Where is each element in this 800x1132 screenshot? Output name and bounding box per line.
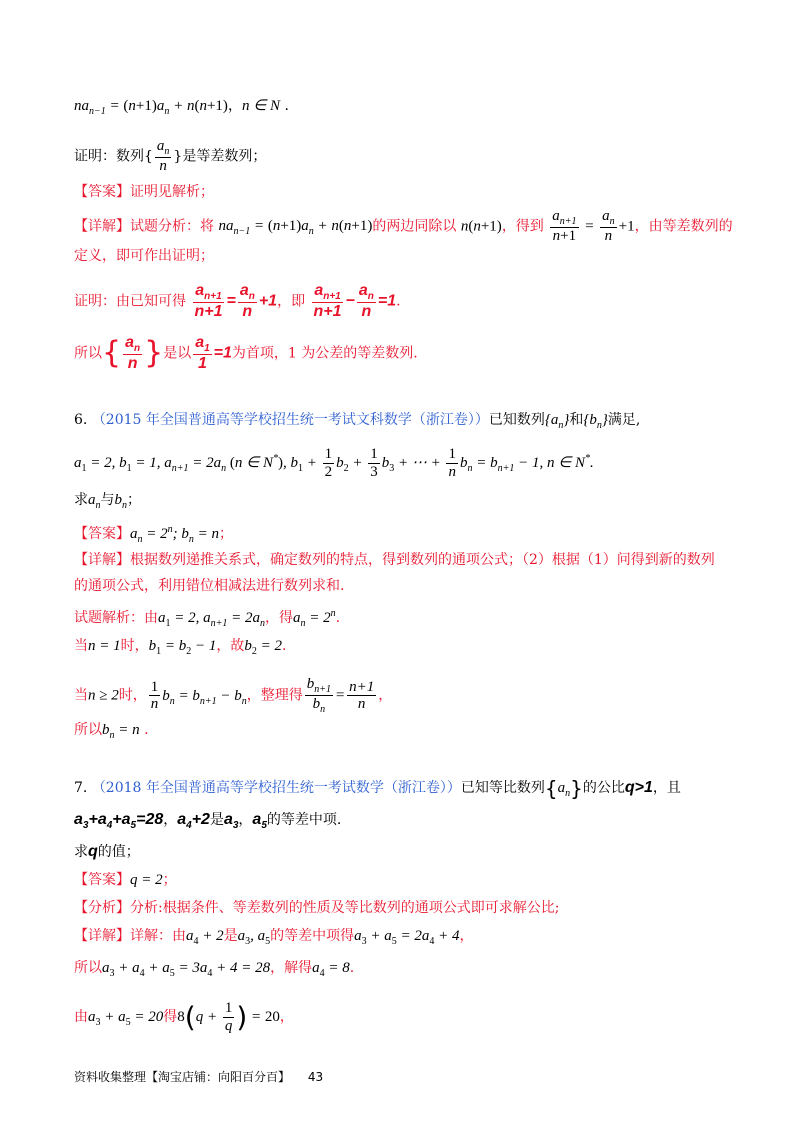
page-footer xyxy=(74,1068,323,1085)
q6-answer: 【答案】$a_n = 2^n$; $b_n = n$； xyxy=(74,524,233,545)
p5-equation: $na_{n-1} = (n+1)a_n + n(n+1)$，n ∈ N . xyxy=(74,98,289,117)
q7-from: 由$a_3 + a_5 = 20$得8(q + $\frac{1}{q}$ ) = 20， xyxy=(74,1000,294,1034)
q7-answer: 【答案】q = 2； xyxy=(74,872,177,888)
q7-so: 所以$a_3 + a_4 + a_5 = 3a_4 + 4 = 28$，解得$a_4 = 8$. xyxy=(74,960,355,979)
q6-conditions: $a_1 = 2$, $b_1 = 1$, $a_{n+1} = 2a_n$ (n ∈ N*), $b_1$ + $\frac{1}{2}$ $b_2$ + $\frac{1}{3}$ $b_3$ + ⋯ + $\frac{1}{n}$ $b_n = b_{n+1} - 1$, n ∈ N*. xyxy=(74,446,594,480)
q6-solution: 试题解析：由$a_1 = 2$, $a_{n+1} = 2a_n$，得$a_n = 2^n$. xyxy=(74,608,341,629)
q6-detail: 【详解】根据数列递推关系式，确定数列的特点，得到数列的通项公式；（2）根据（1）问得到新的数列 xyxy=(74,552,715,568)
q7-conditions: $a_3+a_4+a_5=28$，$a_4+2$是$a_3$，$a_5$的等差中项. xyxy=(74,811,342,832)
footer-text: 资料收集整理【淘宝店铺：向阳百分百】 xyxy=(74,1070,291,1084)
q7-ask: 求q的值； xyxy=(74,843,140,860)
q7-analysis: 【分析】分析:根据条件、等差数列的性质及等比数列的通项公式即可求解公比; xyxy=(74,900,560,916)
q6-ask: 求$a_n$与$b_n$； xyxy=(74,492,141,511)
q6-case-n1: 当n = 1时，$b_1 = b_2 - 1$，故$b_2 = 2$. xyxy=(74,638,287,657)
p5-conclusion: 所以{ $\frac{a_n}{n}$ }是以 $\frac{a_1}{1}$ =1为首项，1 为公差的等差数列. xyxy=(74,334,418,373)
page-number: 43 xyxy=(307,1070,324,1084)
p5-proof: 证明：由已知可得 $\frac{a_{n+1}}{n+1}$ = $\frac{a_n}{n}$ +1，即 $\frac{a_{n+1}}{n+1}$ − $\frac{a_n}{n}$ =1. xyxy=(74,282,401,321)
q7-header: 7. （2018 年全国普通高等学校招生统一考试数学（浙江卷））已知等比数列$\{a_n\}$的公比q>1，且 xyxy=(74,776,681,801)
q7-detail: 【详解】详解：由$a_4 + 2$是$a_3$, $a_5$的等差中项得$a_3 + a_5 = 2a_4 + 4$， xyxy=(74,928,474,947)
q6-header: 6. （2015 年全国普通高等学校招生统一考试文科数学（浙江卷））已知数列$\{a_n\}$和$\{b_n\}$满足, xyxy=(74,412,641,431)
q6-case-n2: 当n ≥ 2时， $\frac{1}{n}$ $b_n = b_{n+1} - b_n$，整理得 $\frac{b_{n+1}}{b_n}$ = $\frac{n+1}{n}$ ， xyxy=(74,676,393,715)
q6-detail-line2: 的通项公式，利用错位相减法进行数列求和. xyxy=(74,578,345,594)
p5-prove-statement: 证明：数列{ $\frac{a_n}{n}$ }是等差数列； xyxy=(74,138,267,174)
p5-answer: 【答案】证明见解析； xyxy=(74,184,214,200)
p5-detail: 【详解】试题分析：将 $na_{n-1} = (n+1)a_n + n(n+1)$的两边同除以 n(n+1)，得到 $\frac{a_{n+1}}{n+1}$ = $\frac{a_n}{n}$ +1，由等差数列的 xyxy=(74,208,733,244)
p5-detail-line2: 定义，即可作出证明； xyxy=(74,248,214,264)
q6-conclusion: 所以$b_n = n$ . xyxy=(74,722,149,741)
